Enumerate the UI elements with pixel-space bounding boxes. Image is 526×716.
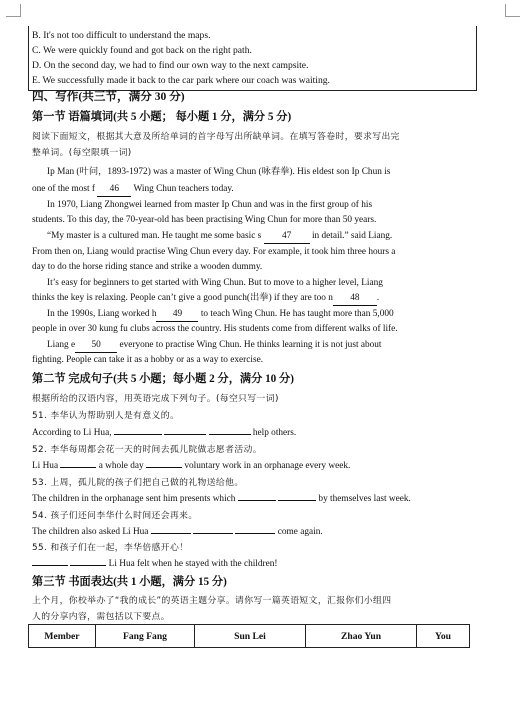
answer-blank[interactable] — [209, 434, 251, 435]
blank-50[interactable]: 50 — [75, 338, 117, 353]
passage-line: day to do the horse riding stance and strike a wooden dummy. — [32, 262, 263, 272]
question-55-english: Li Hua felt when he stayed with the children! — [32, 557, 487, 571]
answer-blank[interactable] — [238, 500, 276, 501]
blank-47[interactable]: 47 — [264, 229, 310, 244]
passage-line: thinks the key is relaxing. People can’t give a good punch(出拳) if they are too n 48 . — [32, 291, 487, 306]
passage-line: people in over 30 kung fu clubs across the country. His students come from different walks of life. — [32, 324, 398, 334]
passage-line: In 1970, Liang Zhongwei learned from master Ip Chun and was in the first group of his — [47, 200, 373, 210]
blank-46[interactable]: 46 — [97, 182, 131, 197]
part1-instruction-line2: 整单词。(每空限填一词) — [32, 148, 132, 158]
passage-line: Ip Man (叶问，1893-1972) was a master of Wing Chun (咏春拳). His eldest son Ip Chun is — [47, 167, 391, 177]
part3-instruction-line1: 上个月，你校举办了“我的成长”的英语主题分享。请你写一篇英语短文，汇报你们小组四 — [32, 596, 392, 606]
blank-49[interactable]: 49 — [156, 307, 198, 322]
part2-heading: 第二节 完成句子(共 5 小题；每小题 2 分，满分 10 分) — [32, 373, 294, 385]
table-header-cell: Zhao Yun — [306, 625, 417, 648]
passage-line: one of the most f 46 Wing Chun teachers today. — [32, 182, 487, 197]
question-52-english: Li Hua a whole day voluntary work in an orphanage every week. — [32, 461, 351, 471]
blank-48[interactable]: 48 — [333, 291, 377, 306]
part3-instruction-line2: 人的分享内容，需包括以下要点。 — [32, 612, 170, 622]
question-55-chinese: 55. 和孩子们在一起，李华倍感开心！ — [32, 543, 189, 553]
table-header-cell: Fang Fang — [96, 625, 195, 648]
question-53-chinese: 53. 上周，孤儿院的孩子们把自己做的礼物送给他。 — [32, 478, 244, 488]
crop-mark-left — [6, 4, 21, 17]
question-51-chinese: 51. 李华认为帮助别人是有意义的。 — [32, 411, 180, 421]
part1-instruction-line1: 阅读下面短文，根据其大意及所给单词的首字母写出所缺单词。在填写答卷时，要求写出完 — [32, 132, 400, 142]
option-c: C. We were quickly found and got back on the right path. — [32, 45, 252, 56]
answer-blank[interactable] — [146, 467, 182, 468]
table-header-cell: Member — [29, 625, 96, 648]
question-53-english: The children in the orphanage sent him presents which by themselves last week. — [32, 494, 411, 504]
answer-blank[interactable] — [114, 434, 162, 435]
section-4-heading: 四、写作(共三节，满分 30 分) — [32, 90, 185, 103]
passage-line: students. To this day, the 70-year-old has been practising Wing Chun for more than 50 years. — [32, 215, 377, 225]
table-header-cell: Sun Lei — [195, 625, 306, 648]
answer-blank[interactable] — [70, 565, 106, 566]
passage-line: In the 1990s, Liang worked h 49 to teach Wing Chun. He has taught more than 5,000 — [47, 307, 502, 322]
option-d: D. On the second day, we had to find our own way to the next campsite. — [32, 60, 309, 71]
answer-blank[interactable] — [193, 533, 233, 534]
answer-blank[interactable] — [235, 533, 275, 534]
answer-blank[interactable] — [164, 434, 206, 435]
option-b: B. It's not too difficult to understand the maps. — [32, 30, 211, 41]
question-52-chinese: 52. 李华每周都会花一天的时间去孤儿院做志愿者活动。 — [32, 445, 262, 455]
question-51-english: According to Li Hua, help others. — [32, 428, 297, 438]
option-e: E. We successfully made it back to the car park where our coach was waiting. — [32, 75, 330, 86]
part3-heading: 第三节 书面表达(共 1 小题，满分 15 分) — [32, 576, 227, 588]
passage-line: Liang e 50 everyone to practise Wing Chun. He thinks learning it is not just about — [47, 338, 502, 353]
answer-blank[interactable] — [32, 565, 68, 566]
table-header-row — [29, 625, 470, 648]
question-54-chinese: 54. 孩子们还问李华什么时间还会再来。 — [32, 511, 198, 521]
part1-heading: 第一节 语篇填词(共 5 小题； 每小题 1 分，满分 5 分) — [32, 111, 292, 123]
answer-blank[interactable] — [151, 533, 191, 534]
options-box — [28, 26, 477, 91]
answer-blank[interactable] — [278, 500, 316, 501]
member-table — [28, 624, 470, 648]
question-54-english: The children also asked Li Hua come again. — [32, 527, 323, 537]
passage-line: From then on, Liang would practise Wing Chun every day. For example, it took him three hours a — [32, 247, 396, 257]
passage-line: It’s easy for beginners to get started with Wing Chun. But to move to a higher level, Liang — [47, 278, 383, 288]
answer-blank[interactable] — [60, 467, 96, 468]
passage-line: fighting. People can take it as a hobby or as a way to exercise. — [32, 355, 264, 365]
part2-instruction: 根据所给的汉语内容，用英语完成下列句子。(每空只写一词) — [32, 394, 279, 404]
passage-line: “My master is a cultured man. He taught me some basic s 47 in detail.” said Liang. — [47, 229, 502, 244]
table-header-cell: You — [417, 625, 470, 648]
crop-mark-right — [505, 4, 520, 17]
